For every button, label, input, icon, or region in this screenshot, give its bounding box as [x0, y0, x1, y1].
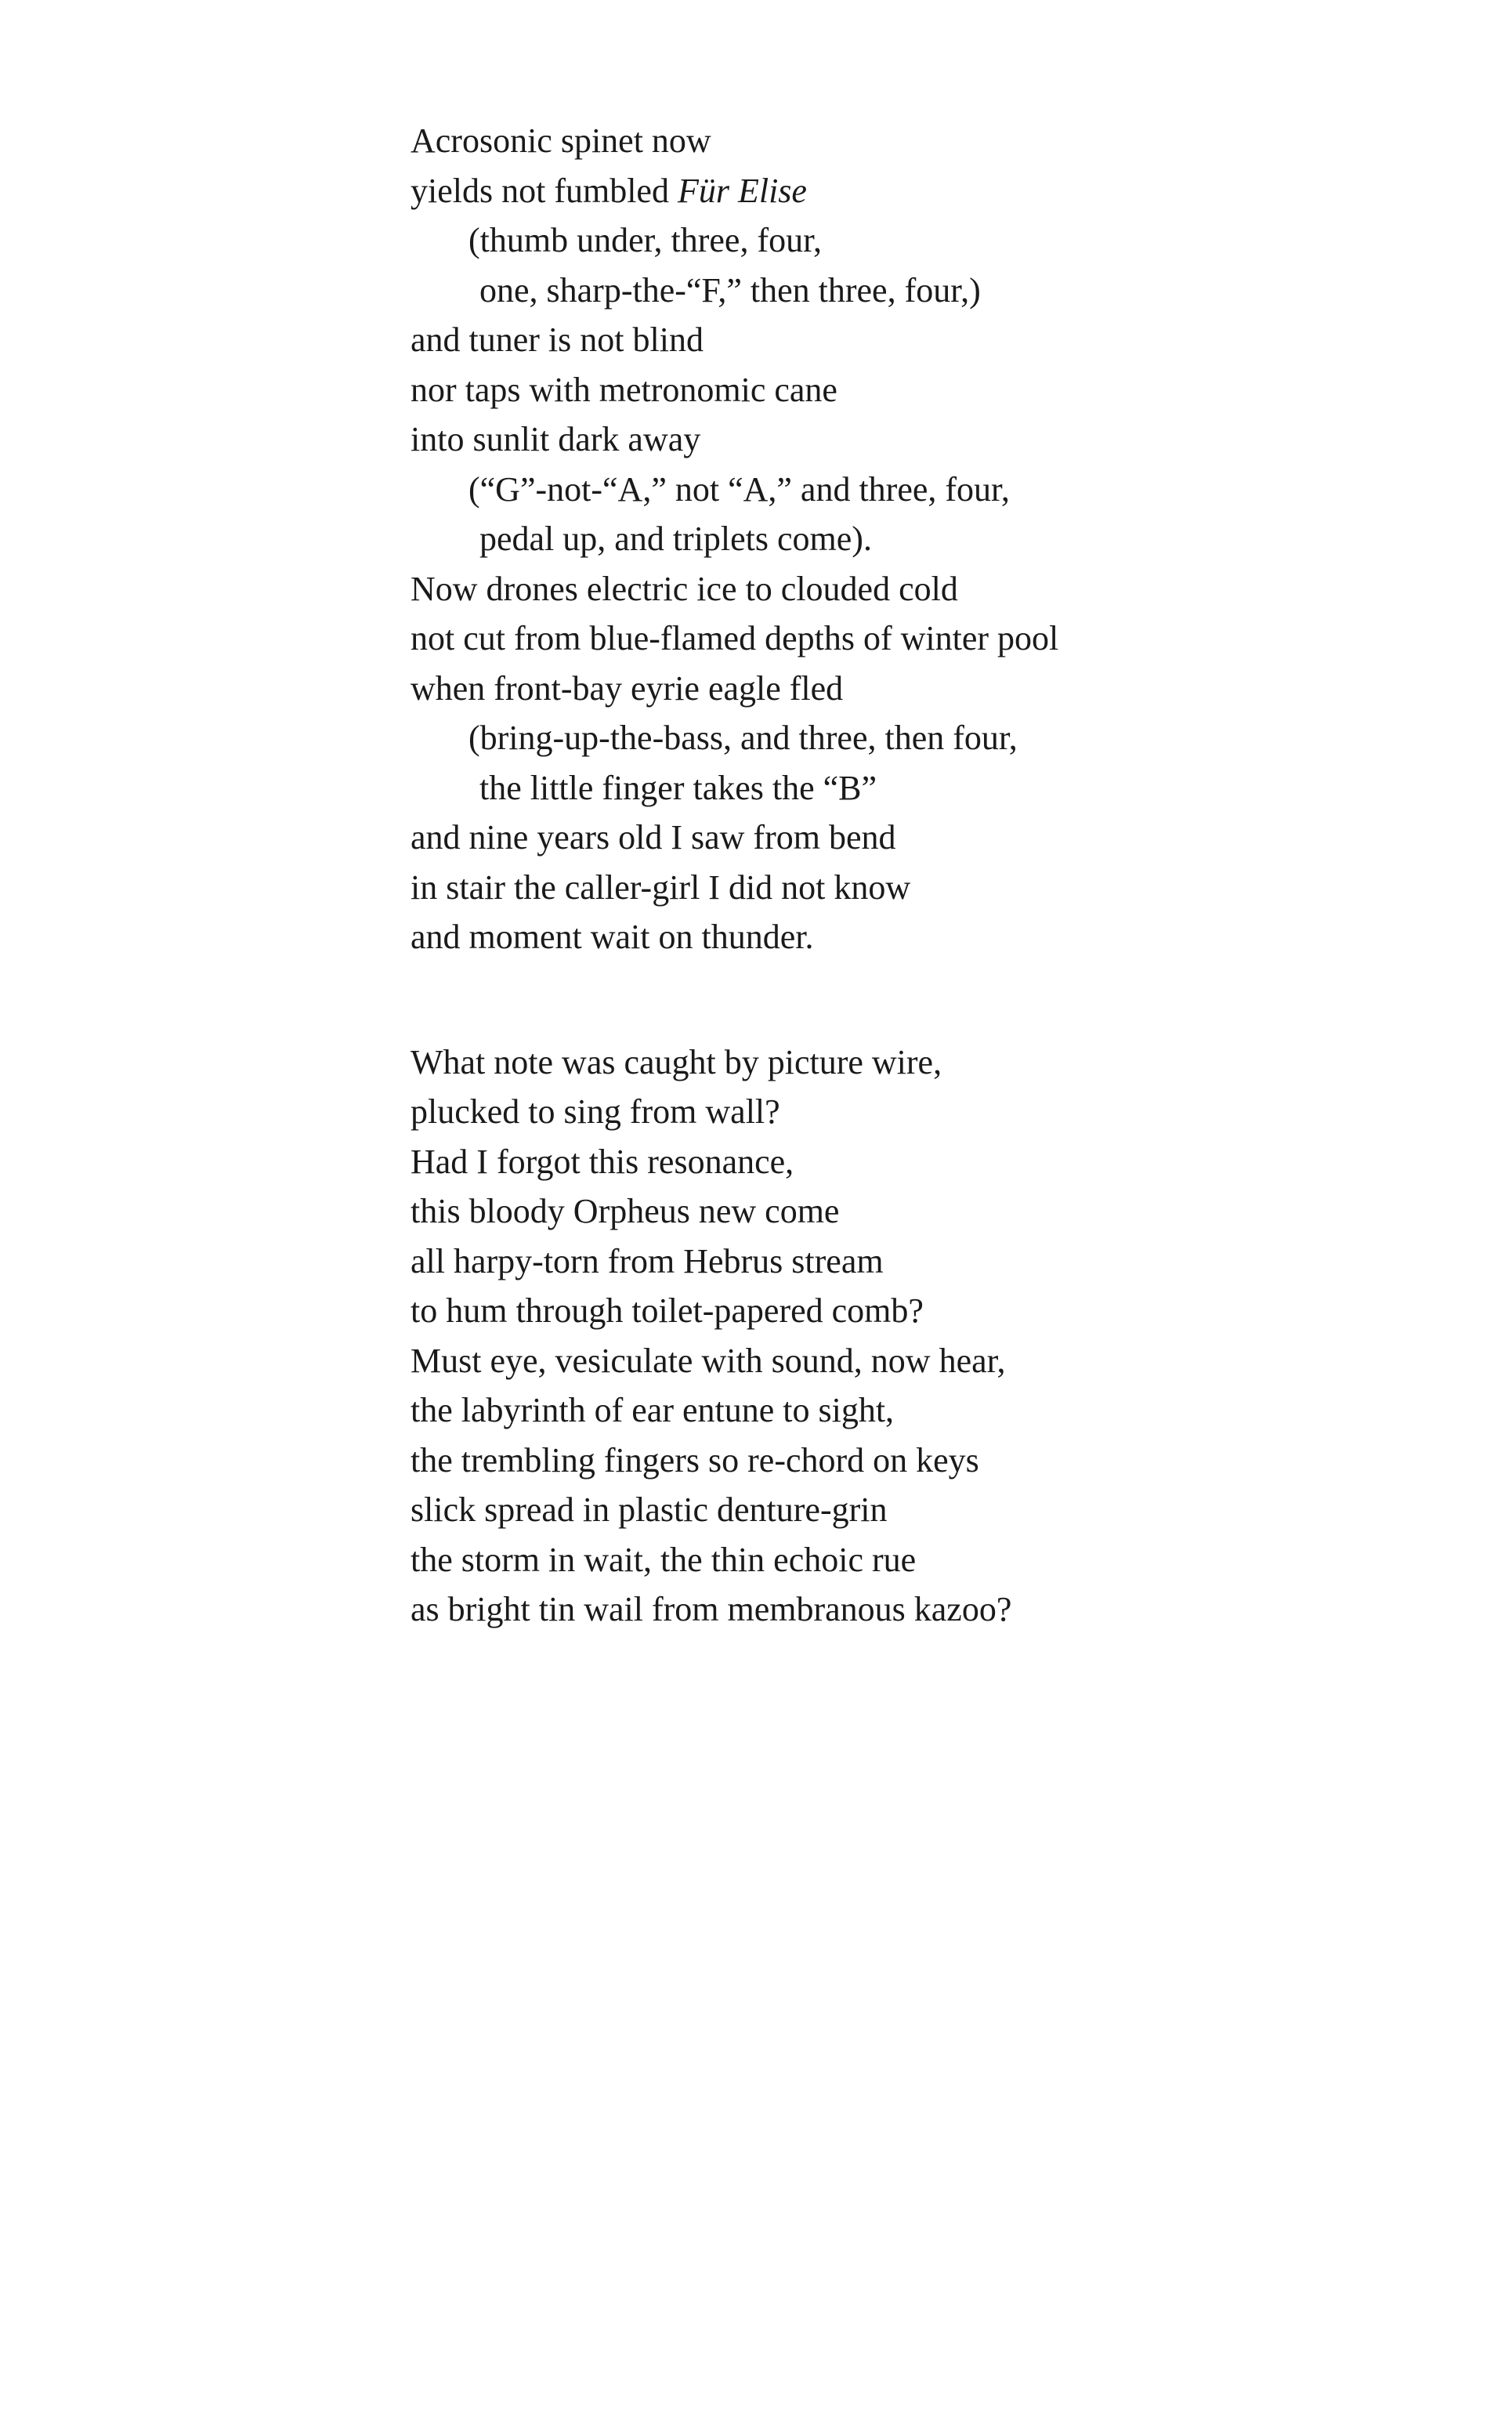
poem-line: What note was caught by picture wire,	[411, 1042, 942, 1081]
stanza-2	[0, 1038, 1512, 1635]
poem-line: Acrosonic spinet now	[411, 121, 711, 160]
poem-line: (thumb under, three, four,	[468, 221, 822, 259]
poem-line: pedal up, and triplets come).	[479, 520, 872, 558]
poem-line: into sunlit dark away	[411, 420, 701, 458]
poem-line: (“G”-not-“A,” not “A,” and three, four,	[468, 469, 1010, 509]
poem-line: slick spread in plastic denture-grin	[411, 1490, 888, 1529]
poem-line: the little finger takes the “B”	[479, 768, 877, 807]
poem-line: as bright tin wail from membranous kazoo?	[411, 1590, 1012, 1628]
poem-line: the trembling fingers so re-chord on keys	[411, 1440, 979, 1480]
poem-line: plucked to sing from wall?	[411, 1092, 780, 1131]
line-text: yields not fumbled	[411, 171, 678, 210]
poem-line: Must eye, vesiculate with sound, now hear,	[411, 1341, 1006, 1380]
stanza-1	[0, 116, 1512, 962]
poem-line: when front-bay eyrie eagle fled	[411, 668, 844, 708]
poem-line: in stair the caller-girl I did not know	[411, 867, 911, 907]
poem-line: nor taps with metronomic cane	[411, 370, 837, 409]
poem-line: to hum through toilet-papered comb?	[411, 1291, 924, 1330]
poem-line: and tuner is not blind	[411, 321, 704, 359]
poem-line: one, sharp-the-“F,” then three, four,)	[479, 270, 981, 310]
poem-line: Now drones electric ice to clouded cold	[411, 569, 958, 608]
poem-line: this bloody Orpheus new come	[411, 1192, 840, 1230]
poem-line: not cut from blue-flamed depths of winter pool	[411, 619, 1059, 657]
poem-line: the labyrinth of ear entune to sight,	[411, 1391, 895, 1429]
poem-line: Had I forgot this resonance,	[411, 1142, 794, 1181]
poem	[0, 116, 1512, 1635]
poem-line: the storm in wait, the thin echoic rue	[411, 1540, 917, 1579]
poem-line	[0, 166, 1512, 216]
song-title: Für Elise	[677, 171, 807, 210]
poem-line: (bring-up-the-bass, and three, then four,	[468, 719, 1018, 757]
poem-line: and nine years old I saw from bend	[411, 818, 896, 857]
poem-line: all harpy-torn from Hebrus stream	[411, 1241, 884, 1280]
poem-line: and moment wait on thunder.	[411, 918, 814, 956]
